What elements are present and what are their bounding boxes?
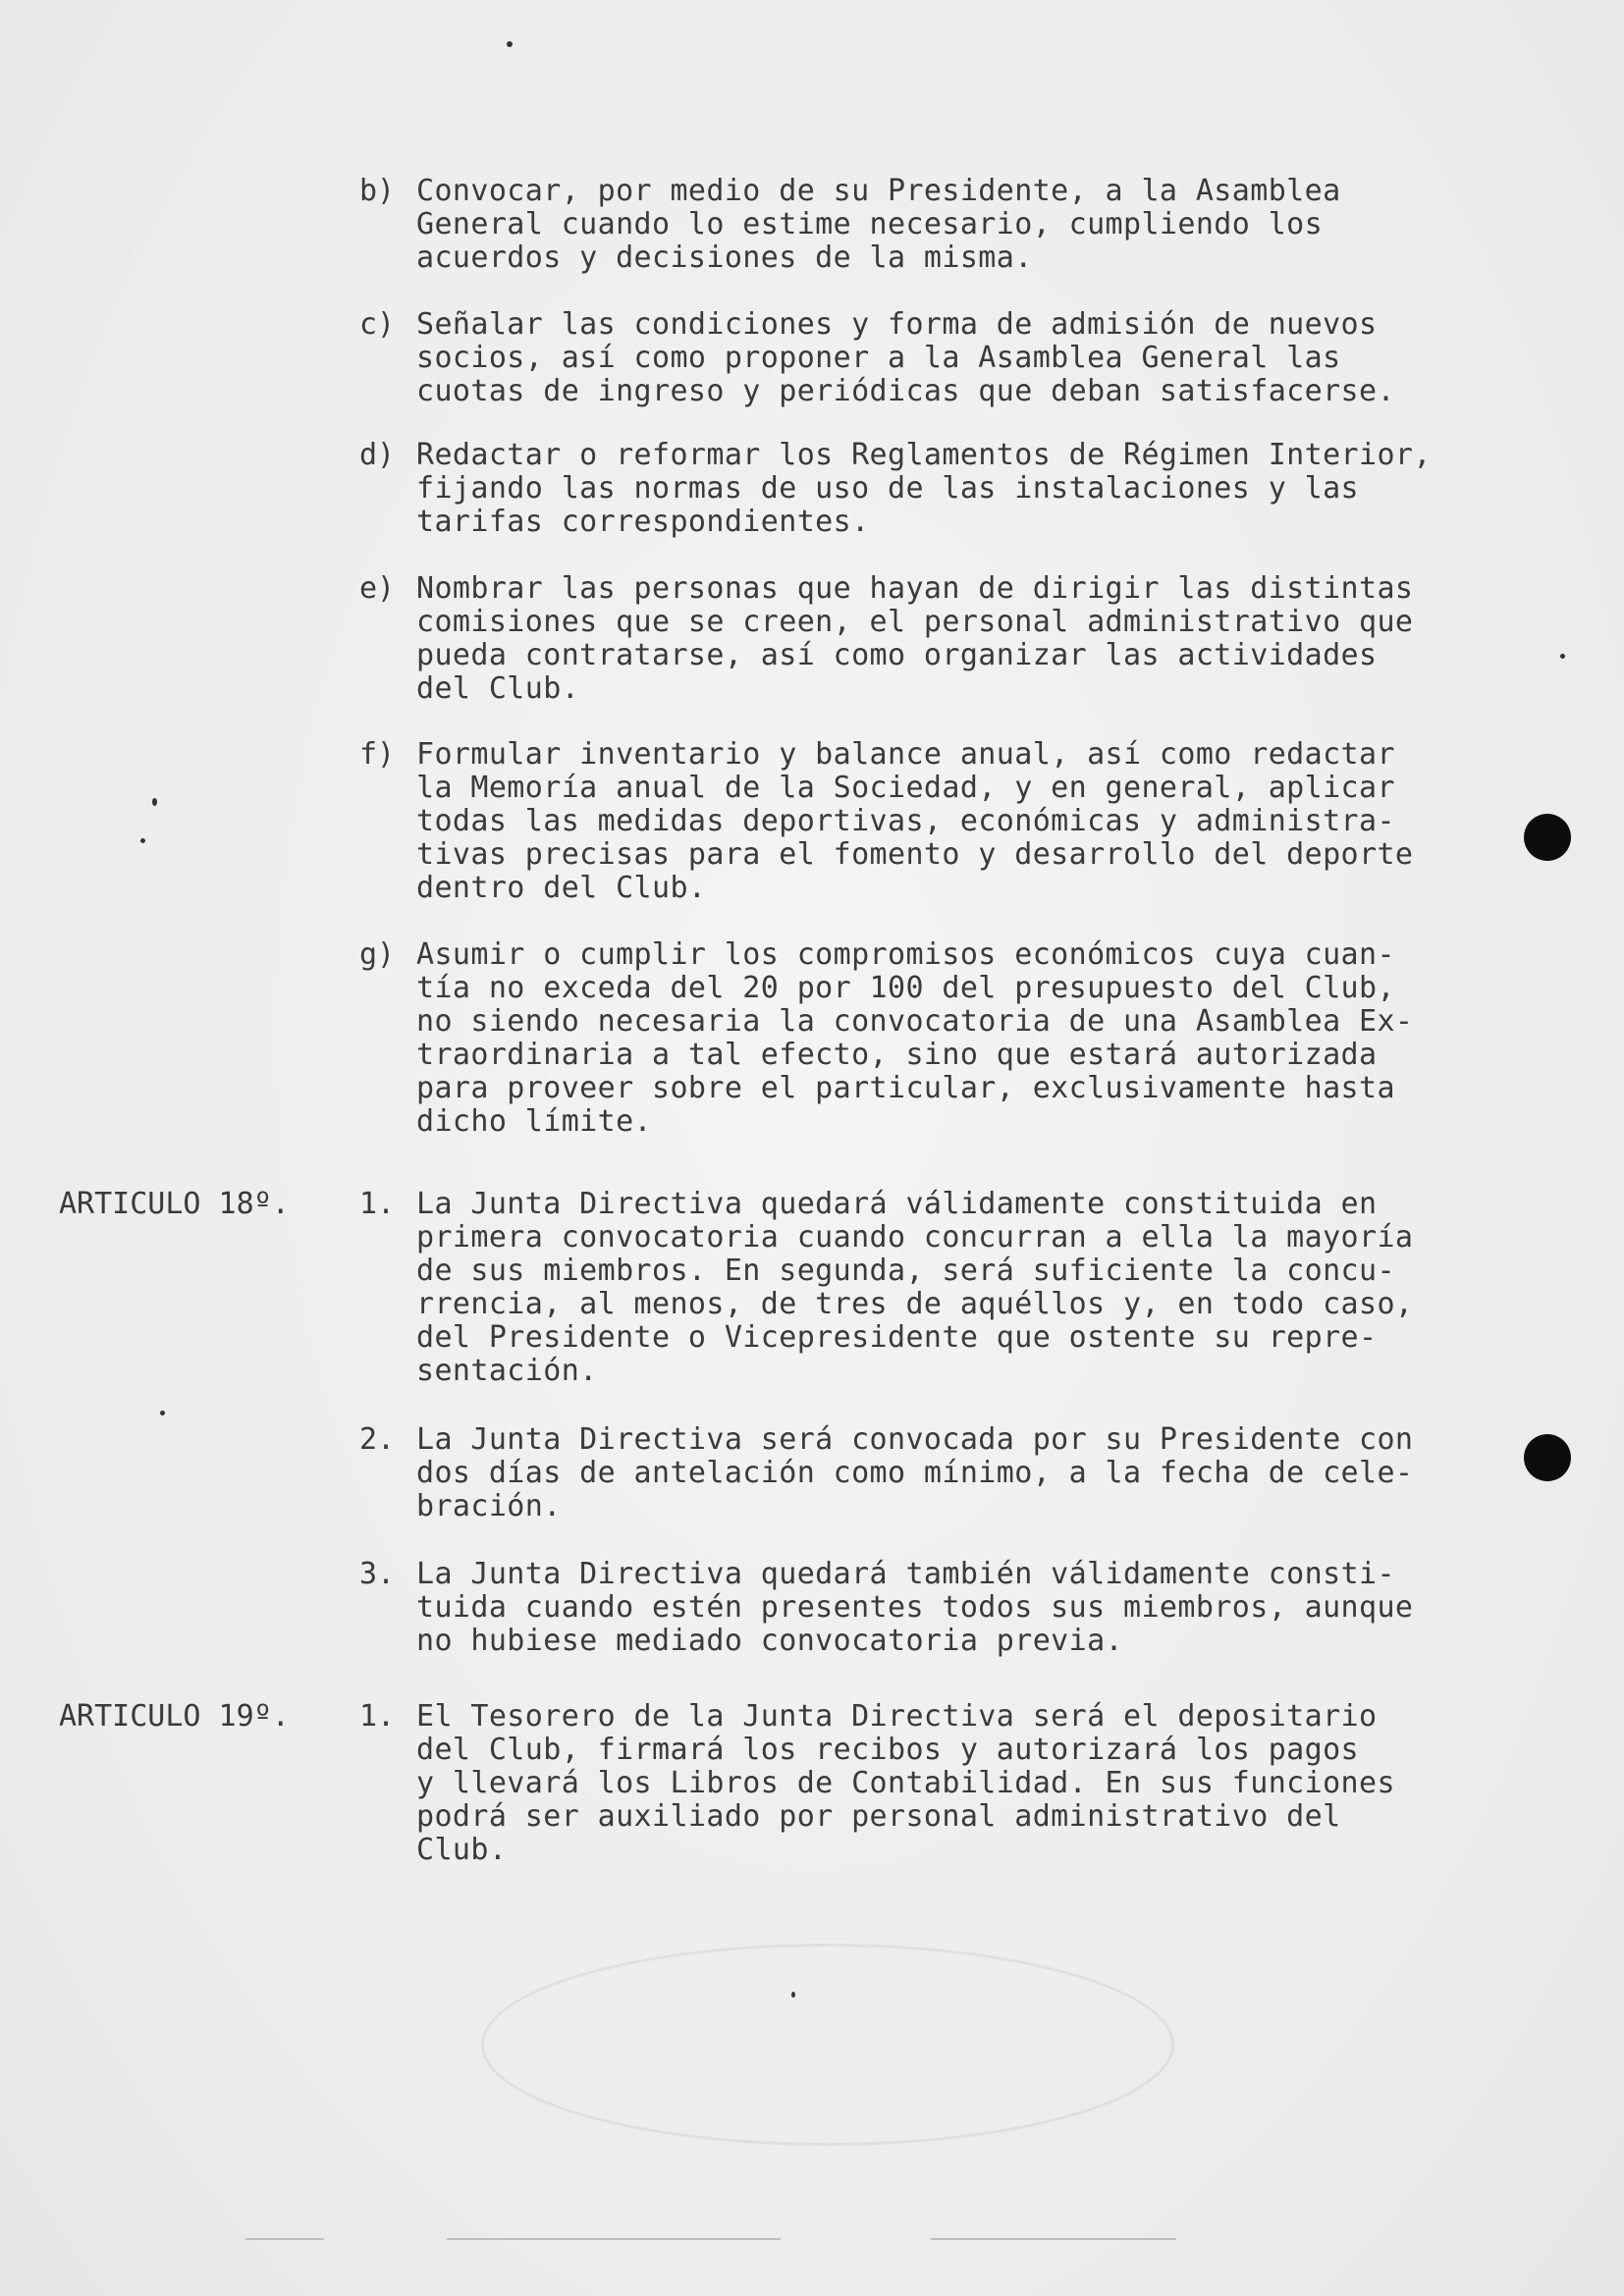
text-line: tía no exceda del 20 por 100 del presupuesto del Club, (416, 971, 1395, 1005)
item-label: g) (359, 937, 396, 972)
item-label: c) (359, 307, 396, 342)
text-line: rrencia, al menos, de tres de aquéllos y, en todo caso, (416, 1287, 1414, 1321)
item-label: d) (359, 438, 396, 472)
article-heading: ARTICULO 18º. (59, 1187, 290, 1221)
text-line: Nombrar las personas que hayan de dirigir las distintas (416, 571, 1414, 606)
speck (507, 41, 513, 47)
text-line: Club. (416, 1833, 508, 1867)
text-line: sentación. (416, 1354, 598, 1388)
speck (160, 1411, 165, 1415)
binder-hole-top (1524, 814, 1571, 861)
speck (1560, 654, 1565, 659)
item-label: b) (359, 174, 396, 208)
text-line: Formular inventario y balance anual, así como redactar (416, 737, 1395, 772)
text-line: de sus miembros. En segunda, será suficiente la concu- (416, 1254, 1395, 1288)
text-line: General cuando lo estime necesario, cumpliendo los (416, 207, 1324, 241)
text-line: cuotas de ingreso y periódicas que deban satisfacerse. (416, 374, 1395, 408)
text-line: tarifas correspondientes. (416, 505, 870, 539)
text-line: traordinaria a tal efecto, sino que estará autorizada (416, 1038, 1378, 1072)
text-line: acuerdos y decisiones de la misma. (416, 240, 1033, 275)
text-line: socios, así como proponer a la Asamblea General las (416, 341, 1341, 375)
text-line: todas las medidas deportivas, económicas y administra- (416, 804, 1395, 838)
text-line: la Memoría anual de la Sociedad, y en general, aplicar (416, 771, 1395, 805)
bottom-rule (447, 2238, 781, 2240)
text-line: tivas precisas para el fomento y desarrollo del deporte (416, 837, 1414, 872)
binder-hole-bottom (1524, 1434, 1571, 1481)
text-line: El Tesorero de la Junta Directiva será el depositario (416, 1699, 1378, 1734)
point-number: 2. (359, 1422, 396, 1457)
text-line: tuida cuando estén presentes todos sus miembros, aunque (416, 1590, 1414, 1625)
text-line: no siendo necesaria la convocatoria de una Asamblea Ex- (416, 1004, 1414, 1039)
text-line: Convocar, por medio de su Presidente, a la Asamblea (416, 174, 1341, 208)
bottom-rule (931, 2238, 1176, 2240)
text-line: Redactar o reformar los Reglamentos de Régimen Interior, (416, 438, 1432, 472)
point-number: 1. (359, 1187, 396, 1221)
text-line: La Junta Directiva será convocada por su Presidente con (416, 1422, 1414, 1457)
text-line: comisiones que se creen, el personal administrativo que (416, 605, 1414, 639)
text-line: para proveer sobre el particular, exclusivamente hasta (416, 1071, 1395, 1105)
text-line: dicho límite. (416, 1104, 652, 1139)
text-line: del Club. (416, 671, 580, 706)
text-line: podrá ser auxiliado por personal administrativo del (416, 1799, 1341, 1834)
point-number: 3. (359, 1557, 396, 1591)
text-line: del Presidente o Vicepresidente que ostente su repre- (416, 1320, 1378, 1355)
text-line: primera convocatoria cuando concurran a ella la mayoría (416, 1220, 1414, 1255)
point-number: 1. (359, 1699, 396, 1734)
item-label: e) (359, 571, 396, 606)
text-line: Asumir o cumplir los compromisos económicos cuya cuan- (416, 937, 1395, 972)
text-line: dos días de antelación como mínimo, a la fecha de cele- (416, 1456, 1414, 1490)
text-line: dentro del Club. (416, 871, 707, 905)
text-line: no hubiese mediado convocatoria previa. (416, 1624, 1123, 1658)
text-line: y llevará los Libros de Contabilidad. En sus funciones (416, 1766, 1395, 1800)
text-line: del Club, firmará los recibos y autorizará los pagos (416, 1733, 1359, 1767)
text-line: La Junta Directiva quedará también válidamente consti- (416, 1557, 1395, 1591)
text-line: fijando las normas de uso de las instalaciones y las (416, 471, 1359, 506)
article-heading: ARTICULO 19º. (59, 1699, 290, 1734)
text-line: La Junta Directiva quedará válidamente constituida en (416, 1187, 1378, 1221)
text-line: Señalar las condiciones y forma de admisión de nuevos (416, 307, 1378, 342)
speck (152, 798, 157, 806)
speck (791, 1992, 795, 1998)
text-line: pueda contratarse, así como organizar las actividades (416, 638, 1378, 672)
text-line: bración. (416, 1489, 562, 1523)
speck (140, 838, 145, 843)
item-label: f) (359, 737, 396, 772)
bottom-rule (245, 2238, 324, 2240)
watermark-seal (481, 1944, 1174, 2146)
